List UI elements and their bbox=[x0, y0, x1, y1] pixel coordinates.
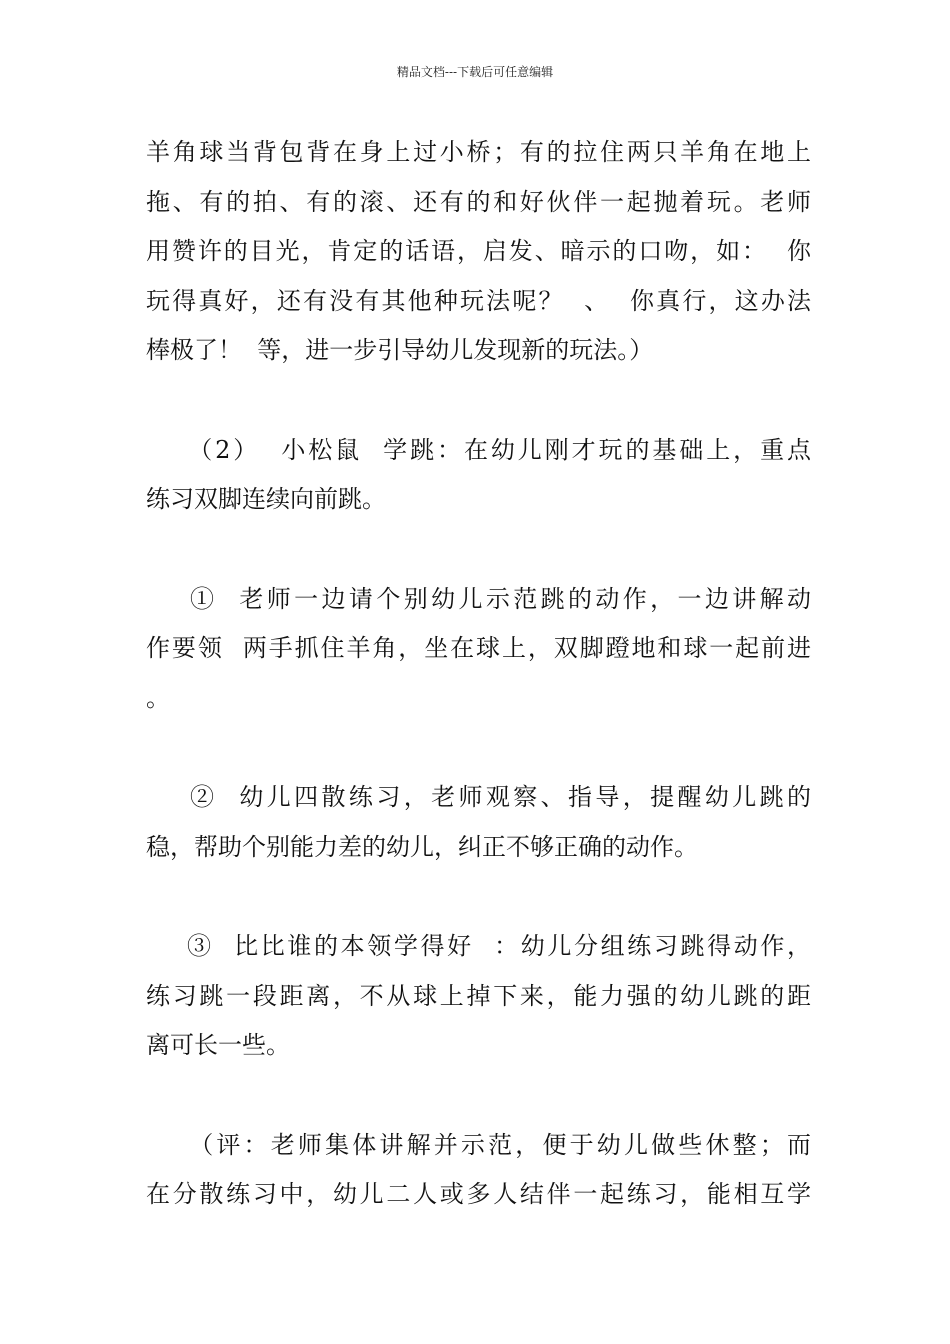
text-line: 玩得真好，还有没有其他种玩法呢？ 、 你真行，这办法 bbox=[146, 286, 811, 315]
paragraph-gap bbox=[146, 525, 811, 575]
paragraph-gap bbox=[146, 1071, 811, 1121]
text-line: 练习跳一段距离，不从球上掉下来，能力强的幼儿跳的距 bbox=[146, 981, 811, 1010]
text-line: 离可长一些。 bbox=[146, 1031, 290, 1059]
page-header: 精品文档---下载后可任意编辑 bbox=[396, 65, 554, 79]
paragraph-gap bbox=[146, 723, 811, 773]
text-line: （评：老师集体讲解并示范，便于幼儿做些休整；而 bbox=[146, 1130, 811, 1159]
text-line: （2） 小松鼠 学跳：在幼儿刚才玩的基础上，重点 bbox=[146, 435, 811, 464]
text-line: ② 幼儿四散练习，老师观察、指导，提醒幼儿跳的 bbox=[146, 783, 811, 811]
text-line: 作要领 两手抓住羊角，坐在球上，双脚蹬地和球一起前进 bbox=[146, 634, 811, 662]
text-line: 练习双脚连续向前跳。 bbox=[146, 485, 386, 513]
text-line: 在分散练习中，幼儿二人或多人结伴一起练习，能相互学 bbox=[146, 1180, 811, 1208]
document-body bbox=[146, 128, 811, 1220]
text-line: 棒极了！ 等，进一步引导幼儿发现新的玩法。） bbox=[146, 336, 654, 364]
text-line: 。 bbox=[146, 683, 170, 712]
paragraph-gap bbox=[146, 872, 811, 922]
text-line: 用赞许的目光，肯定的话语，启发、暗示的口吻，如： 你 bbox=[146, 237, 811, 265]
paragraph-gap bbox=[146, 376, 811, 426]
text-line: ③ 比比谁的本领学得好 ：幼儿分组练习跳得动作， bbox=[146, 932, 811, 960]
text-line: 稳，帮助个别能力差的幼儿，纠正不够正确的动作。 bbox=[146, 832, 698, 861]
text-line: 拖、有的拍、有的滚、还有的和好伙伴一起抛着玩。老师 bbox=[146, 187, 811, 216]
text-line: ① 老师一边请个别幼儿示范跳的动作，一边讲解动 bbox=[146, 584, 811, 613]
text-line: 羊角球当背包背在身上过小桥；有的拉住两只羊角在地上 bbox=[146, 138, 811, 166]
